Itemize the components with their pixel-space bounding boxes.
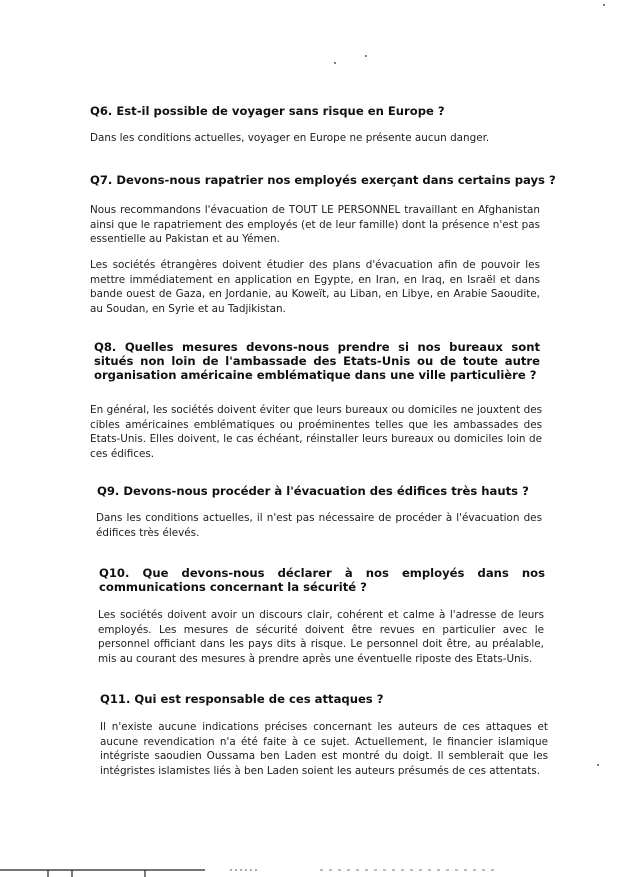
question-heading: Q10. Que devons-nous déclarer à nos employés dans nos communications concernant la sécurité ? [99, 566, 545, 594]
answer-paragraph: Dans les conditions actuelles, il n'est pas nécessaire de procéder à l'évacuation des édifices très élevés. [96, 512, 542, 539]
answer-paragraph: Il n'existe aucune indications précises concernant les auteurs de ces attaques et aucune revendication n'a été faite à ce sujet. Actuellement, le financier islamique intégriste saoudien Oussama ben Laden est montré du doigt. Il semblerait que les intégristes islamistes liés à ben Laden soient les auteurs présumés de ces attentats. [100, 721, 548, 777]
answer-text [100, 720, 548, 778]
answer-paragraph: Nous recommandons l'évacuation de TOUT LE PERSONNEL travaillant en Afghanistan ainsi que le rapatriement des employés (et de leur famille) dont la présence n'est pas essentielle au Pakistan et au Yémen. [90, 204, 540, 246]
question-heading: Q8. Quelles mesures devons-nous prendre si nos bureaux sont situés non loin de l'ambassade des Etats-Unis ou de toute autre organisation américaine emblématique dans une ville particulière ? [94, 340, 540, 382]
answer-text [90, 131, 530, 146]
question-heading: Q9. Devons-nous procéder à l'évacuation des édifices très hauts ? [97, 484, 529, 498]
answer-text [90, 203, 540, 247]
answer-text [98, 608, 544, 666]
scan-speck [365, 55, 367, 57]
question-heading: Q6. Est-il possible de voyager sans risque en Europe ? [90, 104, 445, 118]
page-bottom-edge [0, 867, 620, 877]
answer-paragraph: Les sociétés doivent avoir un discours clair, cohérent et calme à l'adresse de leurs employés. Les mesures de sécurité doivent être revues en particulier avec le personnel officiant dans les pays dits à risque. Le personnel doit être, au préalable, mis au courant des mesures à prendre après une éventuelle riposte des Etats-Unis. [98, 609, 544, 665]
answer-text [96, 511, 542, 540]
answer-text [90, 258, 540, 316]
answer-paragraph: Dans les conditions actuelles, voyager en Europe ne présente aucun danger. [90, 132, 490, 144]
answer-paragraph: En général, les sociétés doivent éviter que leurs bureaux ou domiciles ne jouxtent des cibles américaines emblématiques ou proéminentes telles que les ambassades des Etats-Unis. Elles doivent, le cas échéant, réinstaller leurs bureaux ou domiciles loin de ces édifices. [90, 404, 542, 460]
scan-speck [597, 764, 599, 766]
scan-speck [334, 62, 336, 64]
answer-paragraph: Les sociétés étrangères doivent étudier des plans d'évacuation afin de pouvoir les mettre immédiatement en application en Egypte, en Iran, en Iraq, en Israël et dans bande ouest de Gaza, en Jordanie, au Koweït, au Liban, en Libye, en Arabie Saoudite, au Soudan, en Syrie et au Tadjikistan. [90, 259, 540, 315]
answer-text [90, 403, 542, 461]
question-heading: Q7. Devons-nous rapatrier nos employés exerçant dans certains pays ? [90, 173, 556, 187]
question-heading: Q11. Qui est responsable de ces attaques ? [100, 692, 384, 706]
scan-speck [603, 4, 605, 6]
